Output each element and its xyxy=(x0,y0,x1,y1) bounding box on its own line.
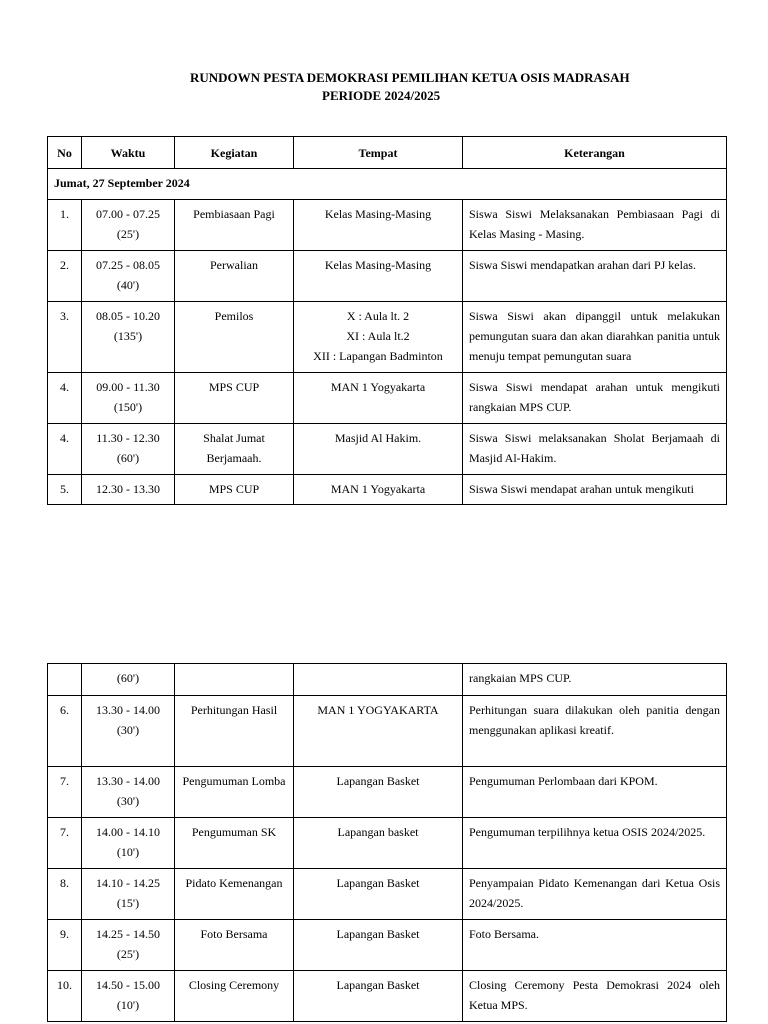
cell-kegiatan xyxy=(175,767,294,818)
tempat-line: Lapangan Basket xyxy=(336,978,420,992)
tempat-line: MAN 1 Yogyakarta xyxy=(330,380,426,394)
cell-kegiatan xyxy=(175,424,294,475)
waktu-line: (25') xyxy=(116,227,140,241)
table-row xyxy=(48,818,727,869)
kegiatan-line: MPS CUP xyxy=(208,380,260,394)
column-header: Keterangan xyxy=(463,137,727,169)
cell-kegiatan xyxy=(175,696,294,767)
waktu-line: (150') xyxy=(113,400,143,414)
cell-kegiatan xyxy=(175,373,294,424)
waktu-line: 13.30 - 14.00 xyxy=(96,774,160,788)
cell-keterangan: Siswa Siswi melaksanakan Sholat Berjamaah di Masjid Al-Hakim. xyxy=(463,424,727,475)
kegiatan-line: Closing Ceremony xyxy=(188,978,280,992)
cell-tempat xyxy=(294,971,463,1022)
cell-kegiatan xyxy=(175,302,294,373)
kegiatan-line: Perwalian xyxy=(210,258,258,272)
cell-waktu xyxy=(82,696,175,767)
table-row xyxy=(48,475,727,505)
cell-kegiatan xyxy=(175,475,294,505)
waktu-line: 14.10 - 14.25 xyxy=(96,876,160,890)
kegiatan-line: Shalat Jumat xyxy=(203,431,265,445)
table-row xyxy=(48,302,727,373)
cell-waktu xyxy=(82,971,175,1022)
cell-tempat xyxy=(294,373,463,424)
tempat-line: Kelas Masing-Masing xyxy=(324,258,432,272)
cell-kegiatan xyxy=(175,971,294,1022)
kegiatan-line: Pembiasaan Pagi xyxy=(193,207,275,221)
tempat-line: Lapangan Basket xyxy=(336,774,420,788)
tempat-line: Lapangan Basket xyxy=(336,876,420,890)
cell-waktu xyxy=(82,818,175,869)
cell-waktu xyxy=(82,200,175,251)
waktu-line: 07.00 - 07.25 xyxy=(96,207,160,221)
cell-tempat xyxy=(294,767,463,818)
table-row xyxy=(48,920,727,971)
cell-no xyxy=(48,664,82,696)
cell-kegiatan xyxy=(175,818,294,869)
waktu-line: 11.30 - 12.30 xyxy=(96,431,160,445)
table-row xyxy=(48,664,727,696)
tempat-line: MAN 1 YOGYAKARTA xyxy=(317,703,439,717)
day-label: Jumat, 27 September 2024 xyxy=(48,169,727,200)
column-header: Waktu xyxy=(82,137,175,169)
waktu-line: (60') xyxy=(116,451,140,465)
cell-tempat xyxy=(294,818,463,869)
cell-no: 5. xyxy=(48,475,82,505)
rundown-table-page-2 xyxy=(47,663,727,1022)
cell-keterangan: Foto Bersama. xyxy=(463,920,727,971)
table-row xyxy=(48,200,727,251)
cell-keterangan: Penyampaian Pidato Kemenangan dari Ketua Osis 2024/2025. xyxy=(463,869,727,920)
cell-keterangan: Siswa Siswi Melaksanakan Pembiasaan Pagi di Kelas Masing - Masing. xyxy=(463,200,727,251)
waktu-line: 14.50 - 15.00 xyxy=(96,978,160,992)
cell-kegiatan xyxy=(175,251,294,302)
cell-waktu xyxy=(82,302,175,373)
kegiatan-line: Pidato Kemenangan xyxy=(185,876,283,890)
table-row xyxy=(48,767,727,818)
waktu-line: 14.25 - 14.50 xyxy=(96,927,160,941)
cell-keterangan: Perhitungan suara dilakukan oleh panitia dengan menggunakan aplikasi kreatif. xyxy=(463,696,727,767)
table-row xyxy=(48,373,727,424)
table-row xyxy=(48,869,727,920)
header-row xyxy=(48,137,727,169)
cell-tempat xyxy=(294,200,463,251)
tempat-line: XI : Aula lt.2 xyxy=(346,329,410,343)
cell-keterangan: Siswa Siswi mendapat arahan untuk mengikuti rangkaian MPS CUP. xyxy=(463,373,727,424)
cell-waktu xyxy=(82,373,175,424)
kegiatan-line: Foto Bersama xyxy=(200,927,268,941)
waktu-line: (30') xyxy=(116,794,140,808)
cell-kegiatan xyxy=(175,920,294,971)
cell-no: 7. xyxy=(48,818,82,869)
cell-waktu xyxy=(82,664,175,696)
cell-no: 9. xyxy=(48,920,82,971)
cell-no: 3. xyxy=(48,302,82,373)
kegiatan-line: Pengumuman SK xyxy=(191,825,277,839)
waktu-line: 13.30 - 14.00 xyxy=(96,703,160,717)
day-row xyxy=(48,169,727,200)
cell-keterangan: Pengumuman Perlombaan dari KPOM. xyxy=(463,767,727,818)
title-line-2: PERIODE 2024/2025 xyxy=(322,88,441,103)
kegiatan-line: Berjamaah. xyxy=(206,451,262,465)
waktu-line: (10') xyxy=(116,998,140,1012)
cell-kegiatan xyxy=(175,664,294,696)
waktu-line: (10') xyxy=(116,845,140,859)
cell-tempat xyxy=(294,696,463,767)
cell-tempat xyxy=(294,302,463,373)
waktu-line: (60') xyxy=(116,671,140,685)
waktu-line: (40') xyxy=(116,278,140,292)
cell-waktu xyxy=(82,251,175,302)
table-row xyxy=(48,424,727,475)
waktu-line: 07.25 - 08.05 xyxy=(96,258,160,272)
table-row xyxy=(48,971,727,1022)
waktu-line: 12.30 - 13.30 xyxy=(96,482,160,496)
kegiatan-line: Pengumuman Lomba xyxy=(182,774,286,788)
column-header: Kegiatan xyxy=(175,137,294,169)
cell-keterangan: Siswa Siswi mendapatkan arahan dari PJ kelas. xyxy=(463,251,727,302)
tempat-line: Lapangan Basket xyxy=(336,927,420,941)
cell-no: 6. xyxy=(48,696,82,767)
rundown-table-page-1 xyxy=(47,136,727,505)
waktu-line: (135') xyxy=(113,329,143,343)
cell-keterangan: Siswa Siswi akan dipanggil untuk melakukan pemungutan suara dan akan diarahkan panitia untuk menuju tempat pemungutan suara xyxy=(463,302,727,373)
waktu-line: (30') xyxy=(116,723,140,737)
column-header: No xyxy=(48,137,82,169)
waktu-line: 14.00 - 14.10 xyxy=(96,825,160,839)
waktu-line: 08.05 - 10.20 xyxy=(96,309,160,323)
cell-no: 1. xyxy=(48,200,82,251)
cell-keterangan: rangkaian MPS CUP. xyxy=(463,664,727,696)
cell-no: 8. xyxy=(48,869,82,920)
cell-tempat xyxy=(294,664,463,696)
cell-kegiatan xyxy=(175,200,294,251)
cell-tempat xyxy=(294,251,463,302)
kegiatan-line: Pemilos xyxy=(214,309,254,323)
kegiatan-line: MPS CUP xyxy=(208,482,260,496)
cell-keterangan: Siswa Siswi mendapat arahan untuk mengikuti xyxy=(463,475,727,505)
cell-keterangan: Pengumuman terpilihnya ketua OSIS 2024/2025. xyxy=(463,818,727,869)
tempat-line: XII : Lapangan Badminton xyxy=(313,349,443,363)
tempat-line: MAN 1 Yogyakarta xyxy=(330,482,426,496)
table-row xyxy=(48,251,727,302)
tempat-line: Lapangan basket xyxy=(337,825,419,839)
waktu-line: (25') xyxy=(116,947,140,961)
cell-no: 4. xyxy=(48,373,82,424)
document-title xyxy=(190,69,660,105)
column-header: Tempat xyxy=(294,137,463,169)
cell-no: 7. xyxy=(48,767,82,818)
waktu-line: 09.00 - 11.30 xyxy=(96,380,160,394)
kegiatan-line: Perhitungan Hasil xyxy=(190,703,278,717)
cell-tempat xyxy=(294,424,463,475)
cell-tempat xyxy=(294,869,463,920)
cell-no: 4. xyxy=(48,424,82,475)
cell-tempat xyxy=(294,920,463,971)
tempat-line: Kelas Masing-Masing xyxy=(324,207,432,221)
cell-waktu xyxy=(82,869,175,920)
cell-no: 10. xyxy=(48,971,82,1022)
cell-waktu xyxy=(82,424,175,475)
cell-tempat xyxy=(294,475,463,505)
table-row xyxy=(48,696,727,767)
cell-no: 2. xyxy=(48,251,82,302)
tempat-line: X : Aula lt. 2 xyxy=(346,309,410,323)
tempat-line: Masjid Al Hakim. xyxy=(334,431,422,445)
waktu-line: (15') xyxy=(116,896,140,910)
title-line-1: RUNDOWN PESTA DEMOKRASI PEMILIHAN KETUA OSIS MADRASAH xyxy=(190,70,630,85)
cell-waktu xyxy=(82,767,175,818)
cell-keterangan: Closing Ceremony Pesta Demokrasi 2024 oleh Ketua MPS. xyxy=(463,971,727,1022)
cell-waktu xyxy=(82,920,175,971)
cell-waktu xyxy=(82,475,175,505)
cell-kegiatan xyxy=(175,869,294,920)
